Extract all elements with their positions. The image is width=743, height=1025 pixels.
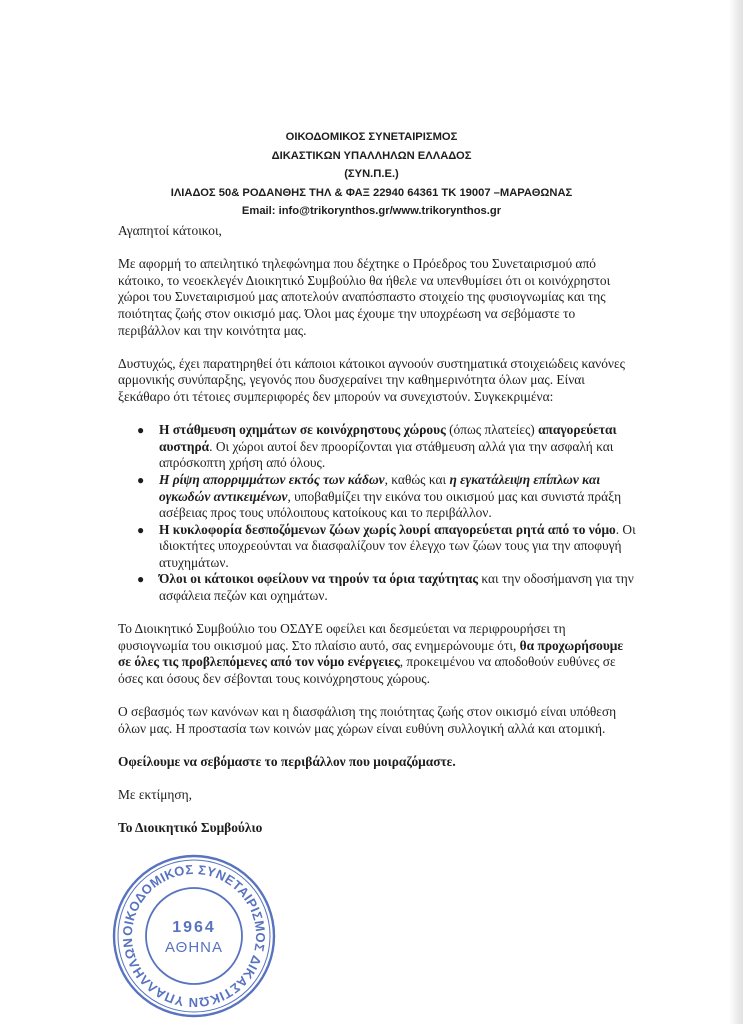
rule-bold-text: η εγκατάλειψη επίπλων και ογκωδών αντικειμένων (159, 471, 601, 504)
letter-body (118, 223, 638, 854)
regards: Με εκτίμηση, (118, 787, 192, 803)
list-item (137, 471, 638, 522)
letterhead-org-line2: ΔΙΚΑΣΤΙΚΩΝ ΥΠΑΛΛΗΛΩΝ ΕΛΛΑΔΟΣ (271, 149, 472, 162)
greeting: Αγαπητοί κάτοικοι, (118, 223, 222, 238)
bullet-icon: ● (137, 472, 145, 487)
letterhead-address: ΙΛΙΑΔΟΣ 50& ΡΟΔΑΝΘΗΣ ΤΗΛ & ΦΑΞ 22940 64361 ΤΚ 19007 –ΜΑΡΑΘΩΝΑΣ (170, 186, 573, 199)
closing-bold: Οφείλουμε να σεβόμαστε το περιβάλλον που μοιραζόμαστε. (118, 754, 456, 769)
bullet-icon: ● (137, 423, 145, 438)
stamp-seal (110, 852, 278, 1020)
paragraph-2: Δυστυχώς, έχει παρατηρηθεί ότι κάποιοι κάτοικοι αγνοούν συστηματικά στοιχειώδεις κανόνες αρμονικής συνύπαρξης, γεγονός που δυσχεραίνει την καθημερινότητα όλων μας. Είναι ξεκάθαρο ότι τέτοιες συμπεριφορές δεν μπορούν να συνεχιστούν. Συγκεκριμένα: (118, 355, 625, 404)
rule-bold-text: Η ρίψη απορριμμάτων εκτός των κάδων (159, 471, 385, 487)
rule-text: και την οδοσήμανση για την ασφάλεια πεζών και οχημάτων. (159, 571, 634, 604)
rule-bold-text: Η στάθμευση οχημάτων σε κοινόχρηστους χώρους (159, 422, 446, 438)
list-item (137, 422, 638, 472)
paragraph-4: Ο σεβασμός των κανόνων και η διασφάλιση της ποιότητας ζωής στον οικισμό είναι υπόθεση όλων μας. Η προστασία των κοινών μας χώρων είναι ευθύνη συλλογική αλλά και ατομική. (118, 704, 617, 736)
bullet-icon: ● (137, 522, 145, 537)
stamp-year: 1964 (172, 919, 216, 936)
letterhead (0, 128, 743, 221)
paragraph-3 (118, 621, 638, 687)
closing-statement (118, 754, 638, 771)
rule-bold-text: Η κυκλοφορία δεσποζόμενων ζώων χωρίς λουρί απαγορεύεται ρητά από το νόμο (159, 521, 616, 537)
rule-text: (όπως πλατείες) (445, 422, 539, 438)
letterhead-org-line1: ΟΙΚΟΔΟΜΙΚΟΣ ΣΥΝΕΤΑΙΡΙΣΜΟΣ (285, 131, 458, 143)
rule-bold-text: Όλοι οι κάτοικοι οφείλουν να τηρούν τα όρια ταχύτητας (159, 571, 479, 587)
paragraph-3-text: Το Διοικητικό Συμβούλιο του ΟΣΔΥΕ οφείλει και δεσμεύεται να περιφρουρήσει τη φυσιογνωμία του οικισμού μας. Στο πλαίσιο αυτό, σας ενημερώνουμε ότι, (118, 621, 566, 653)
signature-text: Το Διοικητικό Συμβούλιο (118, 820, 263, 836)
list-item (137, 521, 638, 572)
bullet-icon: ● (137, 572, 145, 587)
stamp-city: ΑΘΗΝΑ (164, 939, 224, 956)
signature (118, 820, 638, 837)
paragraph-3-bold: θα προχωρήσουμε σε όλες τις προβλεπόμενες από τον νόμο ενέργειες (118, 637, 624, 670)
rule-bold-text: απαγορεύεται αυστηρά (159, 422, 617, 454)
rule-text: . Οι χώροι αυτοί δεν προορίζονται για στάθμευση αλλά για την ασφαλή και απρόσκοπτη χρήση από όλους. (159, 438, 614, 471)
paragraph-3-text-end: , προκειμένου να αποδοθούν ευθύνες σε όσες και όσους δεν σέβονται τους κοινόχρηστους χώρους. (118, 654, 616, 687)
letterhead-abbreviation: (ΣΥΝ.Π.Ε.) (344, 168, 399, 180)
list-item (137, 571, 638, 604)
stamp-ring-text: ΟΙΚΟΔΟΜΙΚΟΣ ΣΥΝΕΤΑΙΡΙΣΜΟΣ ΔΙΚΑΣΤΙΚΩΝ ΥΠΑΛΛΗΛΩΝ (119, 861, 269, 1011)
rule-text: . Οι ιδιοκτήτες υποχρεούνται να διασφαλίζουν τον έλεγχο των ζώων τους για την αποφυγή ατυχημάτων. (159, 521, 636, 570)
rule-text: , καθώς και (384, 471, 450, 487)
rules-list (118, 422, 638, 605)
official-stamp (110, 852, 278, 1020)
rule-text: , υποβαθμίζει την εικόνα του οικισμού μας και συνιστά πράξη ασέβειας προς τους υπόλοιπους κατοίκους και το περιβάλλον. (159, 488, 622, 521)
paragraph-1: Με αφορμή το απειλητικό τηλεφώνημα που δέχτηκε ο Πρόεδρος του Συνεταιρισμού από κάτοικο, το νεοεκλεγέν Διοικητικό Συμβούλιο θα ήθελε να υπενθυμίσει ότι οι κοινόχρηστοι χώροι του Συνεταιρισμού μας αποτελούν αναπόσπαστο στοιχείο της φυσιογνωμίας και της ποιότητας ζωής στον οικισμό μας. Όλοι μας έχουμε την υποχρέωση να σεβόμαστε το περιβάλλον και την κοινότητα μας. (118, 256, 611, 338)
letterhead-email: Email: info@trikorynthos.gr/www.trikorynthos.gr (241, 205, 502, 217)
